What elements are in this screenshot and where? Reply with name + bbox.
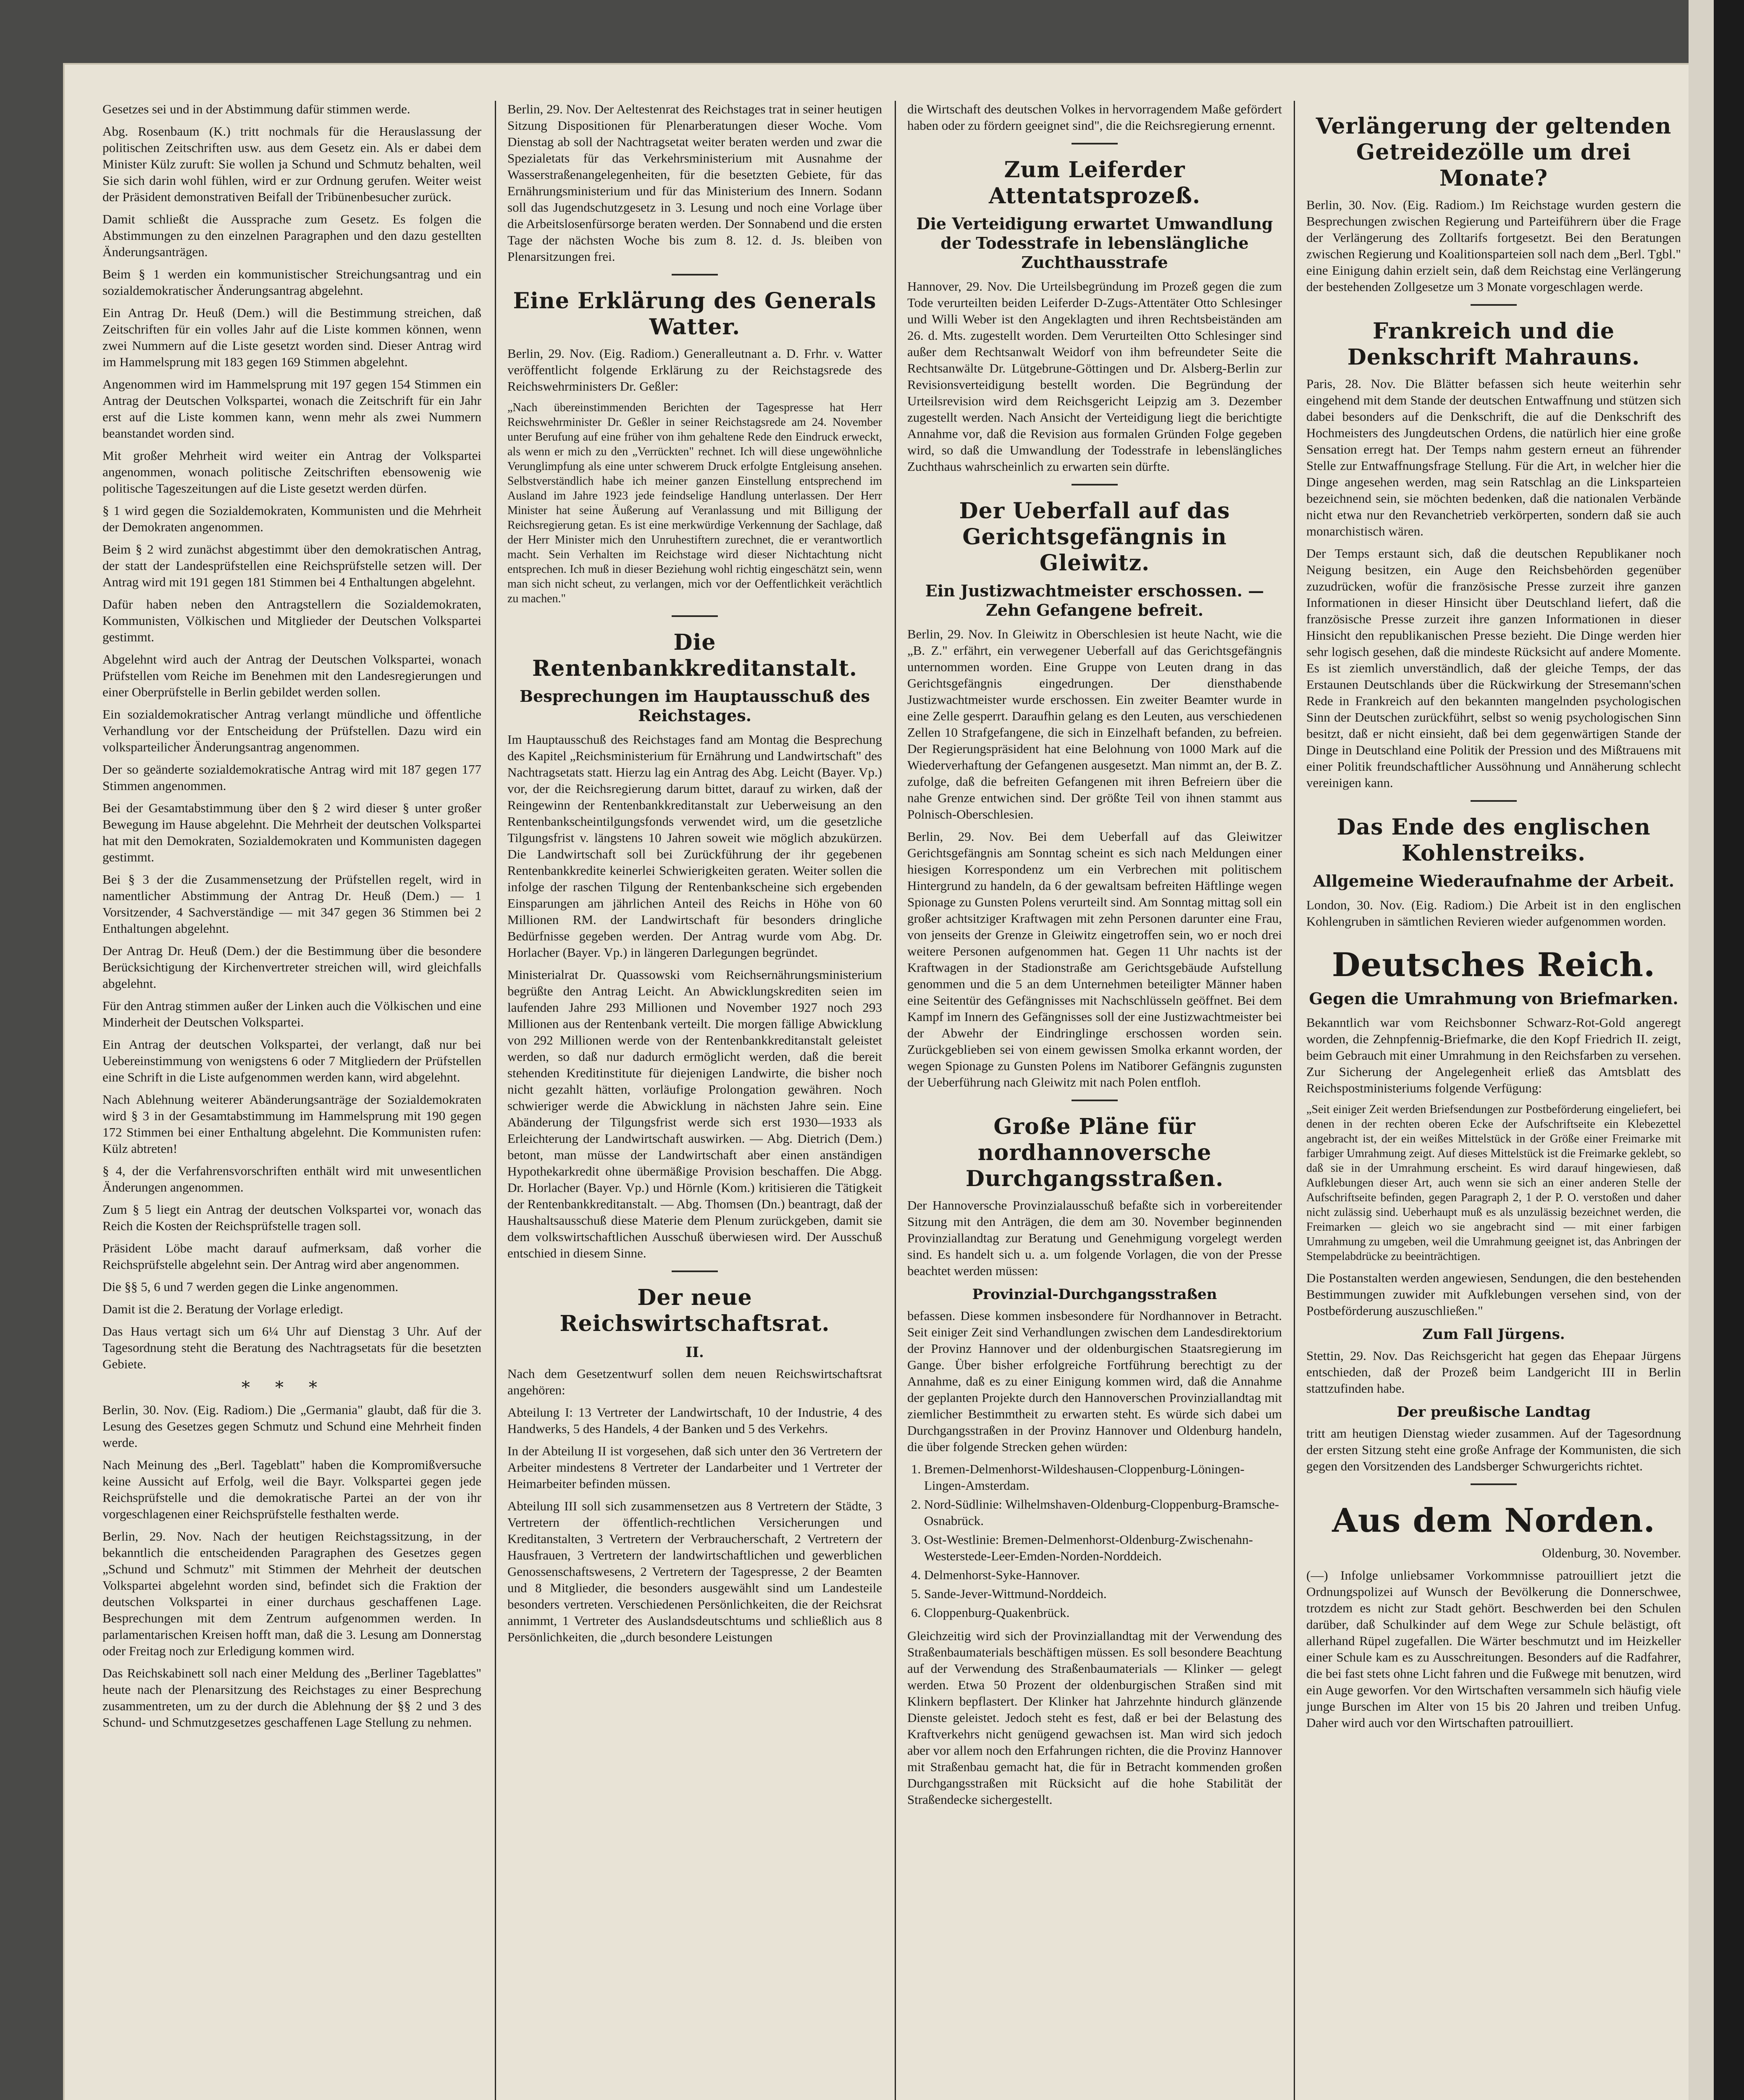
paragraph: Der Temps erstaunt sich, daß die deutschen Republikaner noch Neigung besitzen, ein Auge den Reichsbehörden gegenüber zuzudrücken, wofür die französische Presse zurzeit ihre ganzen Informationen in dieser Hinsicht über Deutschland liefert, daß die französische Presse zurzeit ihre ganzen Informationen in dieser Hinsicht den republikanischen Presse bezieht. Die Dinge werden hier sehr logisch gesehen, daß die mindeste Rücksicht auf andere Momente. Es ist ziemlich unverständlich, daß der gleiche Temps, der das Erstaunen Deutschlands über die Rückwirkung der Stresemann'schen Rede in Frankreich auf den bekannten mangelnden psychologischen Sinn der Deutschen zurückführt, selbst so wenig psychologischen Sinn besitzt, daß er nicht einsieht, daß bei dem gegenwärtigen Stande der Dinge in Deutschland eine Politik der Pression und des Mißtrauens mit einer Politik freundschaftlicher Aussöhnung und Annäherung schlecht vereinigen kann.: [1306, 546, 1681, 790]
column-rule: [1294, 101, 1295, 2100]
paragraph: Stettin, 29. Nov. Das Reichsgericht hat gegen das Ehepaar Jürgens entschieden, daß der Prozeß beim Landgericht III in Berlin stattzufinden habe.: [1306, 1348, 1681, 1396]
paragraph: Angenommen wird im Hammelsprung mit 197 gegen 154 Stimmen ein Antrag der Deutschen Volkspartei, wonach die Zeitschrift für ein Jahr erst auf die Liste kommen kann, wenn mehr als zwei Nummern beanstandet worden sind.: [102, 377, 481, 441]
paragraph: Ein Antrag der deutschen Volkspartei, der verlangt, daß nur bei Uebereinstimmung von wenigstens 6 oder 7 Mitgliedern der Prüfstellen eine Schrift in die Liste aufgenommen werden kann, wird abgelehnt.: [102, 1037, 481, 1084]
paragraph: Abteilung III soll sich zusammensetzen aus 8 Vertretern der Städte, 3 Vertretern der öffentlich-rechtlichen Versicherungen und Kreditanstalten, 3 Vertretern der Verbraucherschaft, 2 Vertretern der Hausfrauen, 3 Vertretern der landwirtschaftlichen und gewerblichen Genossenschaftswesens, 2 Vertretern der Tagespresse, 2 der Beamten und 8 Mitglieder, die besonders ausgewählt sind um Landesteile besonders vertreten. Verschiedenen Persönlichkeiten, die der Reichsrat annimmt, 1 Vertreter des Auslandsdeutschtums und schließlich aus 8 Persönlichkeiten, die „durch besondere Leistungen: [507, 1499, 882, 1644]
paragraph: Damit ist die 2. Beratung der Vorlage erledigt.: [102, 1302, 344, 1316]
divider: [1471, 1483, 1517, 1485]
headline-gleiwitz: Der Ueberfall auf das Gerichtsgefängnis in Gleiwitz.: [959, 498, 1230, 576]
paragraph: § 1 wird gegen die Sozialdemokraten, Kommunisten und die Mehrheit der Demokraten angenommen.: [102, 503, 481, 534]
divider: [1072, 1100, 1118, 1101]
paragraph: Berlin, 29. Nov. (Eig. Radiom.) Generalleutnant a. D. Frhr. v. Watter veröffentlicht folgende Erklärung zu der Reichstagsrede des Reichswehrministers Dr. Geßler:: [507, 346, 882, 394]
headline-rentenbank: Die Rentenbankkreditanstalt.: [532, 630, 857, 681]
divider: [1471, 304, 1517, 306]
paragraph: § 4, der die Verfahrensvorschriften enthält wird mit unwesentlichen Änderungen angenommen.: [102, 1163, 481, 1194]
list-item: 3. Ost-Westlinie: Bremen-Delmenhorst-Oldenburg-Zwischenahn-Westerstede-Leer-Emden-Norden-Norddeich.: [924, 1531, 1282, 1564]
list-item: 5. Sande-Jever-Wittmund-Norddeich.: [924, 1586, 1282, 1602]
paragraph: Der Antrag Dr. Heuß (Dem.) der die Bestimmung über die besondere Berücksichtigung der Kirchenvertreter streichen will, wird gleichfalls abgelehnt.: [102, 943, 481, 991]
paragraph: Gleichzeitig wird sich der Provinziallandtag mit der Verwendung des Straßenbaumaterials beschäftigen müssen. Es soll besondere Beachtung auf der Verwendung des Straßenbaumaterials — Klinker — gelegt werden. Etwa 50 Prozent der oldenburgischen Straßen sind mit Klinkern bepflastert. Der Klinker hat Jahrzehnte hindurch glänzende Dienste geleistet. Jedoch steht es fest, daß er bei der Belastung des Kraftverkehrs nicht genügend gewachsen ist. Man wird sich jedoch aber vor allem noch den Erfahrungen richten, die die Provinz Hannover mit Straßenbau gemacht hat, die für in Betracht kommenden großen Durchgangsstraßen mit Rücksicht auf die hohe Stabilität der Straßendecke sichergestellt.: [907, 1628, 1282, 1807]
column-3: [897, 101, 1292, 2100]
paragraph: Damit schließt die Aussprache zum Gesetz. Es folgen die Abstimmungen zu den einzelnen Paragraphen und den dazu gestellten Änderungsanträgen.: [102, 212, 481, 259]
paragraph: Für den Antrag stimmen außer der Linken auch die Völkischen und eine Minderheit der Deutschen Volkspartei.: [102, 998, 481, 1029]
paragraph: Beim § 1 werden ein kommunistischer Streichungsantrag und ein sozialdemokratischer Änderungsantrag abgelehnt.: [102, 267, 481, 298]
paragraph: Der Hannoversche Provinzialausschuß befaßte sich in vorbereitender Sitzung mit den Anträgen, die dem am 30. November beginnenden Provinziallandtag zur Beratung und Genehmigung vorgelegt werden sind. Es handelt sich u. a. um folgende Vorlagen, die von der Presse beachtet werden müssen:: [907, 1198, 1282, 1278]
divider: [1072, 484, 1118, 486]
subheadline-gleiwitz: Ein Justizwachtmeister erschossen. — Zehn Gefangene befreit.: [925, 581, 1264, 620]
section-heading-deutsches-reich: Deutsches Reich.: [1332, 946, 1656, 984]
column-rule: [495, 101, 496, 2100]
headline-watter: Eine Erklärung des Generals Watter.: [513, 288, 877, 340]
divider: [672, 1270, 718, 1272]
newspaper-page: [63, 63, 1714, 2100]
paragraph: Bei der Gesamtabstimmung über den § 2 wird dieser § unter großer Bewegung im Hause abgelehnt. Die Mehrheit der deutschen Volkspartei hat mit den Demokraten, Sozialdemokraten und Kommunisten dagegen gestimmt.: [102, 801, 481, 864]
paragraph: Das Reichskabinett soll nach einer Meldung des „Berliner Tageblattes" heute nach der Plenarsitzung des Reichstages zu einer Besprechung zusammentreten, um zu der durch die Ablehnung der §§ 2 und 3 des Schund- und Schmutzgesetzes geschaffenen Lage Stellung zu nehmen.: [102, 1666, 481, 1730]
list-item: 6. Cloppenburg-Quakenbrück.: [924, 1604, 1282, 1621]
paragraph: Hannover, 29. Nov. Die Urteilsbegründung im Prozeß gegen die zum Tode verurteilten beiden Leiferder D-Zugs-Attentäter Otto Schlesinger und Willi Weber ist den Angeklagten und ihren Rechtsbeiständen am 26. d. Mts. zugestellt worden. Dem Verurteilten Otto Schlesinger sind außer dem Rechtsanwalt Weidorf von ihm befreundeter Seite die Rechtsanwälte Dr. Lütgebrune-Göttingen und Dr. Alsberg-Berlin zur Revisionsverteidigung bestellt worden. Die Begründung der Urteilsrevision wird dem Reichsgericht Leipzig am 3. Dezember zugestellt werden. Nach Ansicht der Verteidigung liegt die berichtigte Annahme vor, daß die Revision aus formalen Gründen Folge gegeben wird, so daß die Umwandlung der Todesstrafe in lebenslängliches Zuchthaus wahrscheinlich zu erwarten sein dürfte.: [907, 279, 1282, 474]
column-4: [1296, 101, 1691, 2100]
paragraph: Das Haus vertagt sich um 6¼ Uhr auf Dienstag 3 Uhr. Auf der Tagesordnung steht die Beratung des Nachtragsetats für die besetzten Gebiete.: [102, 1324, 481, 1371]
paragraph: „Nach übereinstimmenden Berichten der Tagespresse hat Herr Reichswehrminister Dr. Geßler in seiner Reichstagsrede am 24. November unter Berufung auf eine früher von ihm gehaltene Rede den Eindruck erweckt, als wenn er mich zu den „Verrückten" rechnet. Ich will diese ungewöhnliche Verunglimpfung als eine unter schwerem Druck erfolgte Entgleisung ansehen. Selbstverständlich habe ich meiner ganzen Einstellung entsprechend im Ausland im Jahre 1923 jede feindselige Handlung unterlassen. Der Herr Minister hat seine Äußerung auf Veranlassung und mit Billigung der Reichsregierung getan. Es ist eine merkwürdige Verkennung der Sachlage, daß der Herr Minister mich den Unruhestiftern zurechnet, die er verantwortlich macht. Sein Verhalten im Reichstage wird dieser Nichtachtung nicht entsprechen. Ich muß in dieser Beziehung wohl richtig eingeschätzt sein, wenn man sich nicht scheut, zu verlangen, mich vor der Oeffentlichkeit verächtlich zu machen.": [507, 401, 882, 605]
paragraph: Die §§ 5, 6 und 7 werden gegen die Linke angenommen.: [102, 1279, 399, 1294]
paragraph: (—) Infolge unliebsamer Vorkommnisse patrouilliert jetzt die Ordnungspolizei auf Wunsch der Bevölkerung die Donnerschwee, trotzdem es nicht zur Stadt gehört. Beschwerden bei den Schulen darüber, daß Schulkinder auf dem Wege zur Schule belästigt, oft allerhand Rüpel zugefallen. Die Wärter beschmutzt und im Heizkeller einer Schule kam es zu Ausschreitungen. Besonders auf die Radfahrer, die bei fast stets ohne Licht fahren und die Fußwege mit benutzen, wird ein Auge geworfen. Vor den Wirtschaften versammeln sich häufig viele junge Burschen im Alter von 15 bis 20 Jahren und treiben Unfug. Daher wird auch vor den Wirtschaften patrouilliert.: [1306, 1568, 1681, 1730]
scan-border: [1714, 0, 1744, 2100]
article-intro: Berlin, 29. Nov. Der Aeltestenrat des Reichstages trat in seiner heutigen Sitzung Dispositionen für Plenarberatungen dieser Woche. Vom Dienstag ab soll der Nachtragsetat weiter beraten werden und zwar die Spezialetats für das Verkehrsministerium mit Ausnahme der Wasserstraßenangelegenheiten, für die besetzten Gebiete, für das Ernährungsministerium und für das Ministerium des Innern. Sodann soll das Jugendschutzgesetz in 3. Lesung und noch eine Vorlage über die Arbeitslosenfürsorge beraten werden. Der Sonnabend und die ersten Tage der nächsten Woche bis zum 8. 12. d. Js. bleiben von Plenarsitzungen frei.: [507, 102, 882, 264]
section-heading-aus-dem-norden: Aus dem Norden.: [1332, 1502, 1655, 1540]
paragraph: Berlin, 29. Nov. Bei dem Ueberfall auf das Gleiwitzer Gerichtsgefängnis am Sonntag scheint es sich nach Meldungen einer hiesigen Korrespondenz um ein Verbrechen mit politischem Hintergrund zu handeln, da 6 der gewaltsam befreiten Häftlinge wegen Spionage zu Gunsten Polens verurteilt sind. Am Sonntag mittag soll ein großer achtsitziger Kraftwagen mit zehn Personen darunter eine Frau, von jenseits der Grenze in Gleiwitz eingetroffen sein, wo er noch drei weitere Personen aufgenommen hat. Gegen 11 Uhr nachts ist der Kraftwagen in der Stadionstraße am Gerichtsgebäude Aufstellung genommen und die 5 an dem Unternehmen beteiligter Männer haben eine Seitentür des Gefängnisses mit Nachschlüsseln geöffnet. Bei dem Kampf im Innern des Gefängnisses soll der eine Justizwachtmeister bei der Abwehr der Eindringlinge erschossen worden sein. Zurückgeblieben sei von einem gewissen Smolka erkannt worden, der wegen Spionage zu Gunsten Polens im Natiborer Gefängnis zugunsten der Ueberführung nach Gleiwitz mit nach Polen entfloh.: [907, 829, 1282, 1089]
paragraph: Die Postanstalten werden angewiesen, Sendungen, die den bestehenden Bestimmungen zuwider mit Aufklebungen versehen sind, von der Postbeförderung auszuschließen.": [1306, 1270, 1681, 1318]
col1-body: [102, 101, 481, 1730]
headline-juergens: Zum Fall Jürgens.: [1422, 1326, 1565, 1343]
paragraph: tritt am heutigen Dienstag wieder zusammen. Auf der Tagesordnung der ersten Sitzung steht eine große Anfrage der Kommunisten, die sich gegen den Vorsitzenden des Landsberger Schwurgerichts richtet.: [1306, 1426, 1681, 1473]
paragraph: Präsident Löbe macht darauf aufmerksam, daß vorher die Reichsprüfstelle abgelehnt sein. Der Antrag wird aber angenommen.: [102, 1241, 481, 1272]
list-item: 2. Nord-Südlinie: Wilhelmshaven-Oldenburg-Cloppenburg-Bramsche-Osnabrück.: [924, 1496, 1282, 1529]
subheadline-briefmarken: Gegen die Umrahmung von Briefmarken.: [1309, 989, 1678, 1008]
dateline: Oldenburg, 30. November.: [1542, 1546, 1681, 1560]
divider: [672, 274, 718, 276]
paragraph: Abgelehnt wird auch der Antrag der Deutschen Volkspartei, wonach Prüfstellen vom Reiche im Benehmen mit den Landesregierungen und einer Oberprüfstelle in Berlin gebildet werden sollen.: [102, 652, 481, 699]
article-intro: die Wirtschaft des deutschen Volkes in hervorragendem Maße gefördert haben oder zu fördern geeignet sind", die die Reichsregierung ernennt.: [907, 102, 1282, 133]
headline-leiferde: Zum Leiferder Attentatsprozeß.: [988, 157, 1201, 209]
headline-landtag: Der preußische Landtag: [1397, 1404, 1591, 1420]
subheadline-leiferde: Die Verteidigung erwartet Umwandlung der Todesstrafe in lebenslängliche Zuchthausstrafe: [916, 214, 1273, 272]
paragraph: Zum § 5 liegt ein Antrag der deutschen Volkspartei vor, wonach das Reich die Kosten der Reichsprüfstelle tragen soll.: [102, 1202, 481, 1233]
paragraph: Der so geänderte sozialdemokratische Antrag wird mit 187 gegen 177 Stimmen angenommen.: [102, 762, 481, 793]
paragraph: Berlin, 30. Nov. (Eig. Radiom.) Im Reichstage wurden gestern die Besprechungen zwischen Regierung und Parteiführern über die Frage der Verlängerung des Zolltarifs fortgesetzt. Bei den Beratungen zwischen Regierung und Koalitionsparteien soll nach dem „Berl. Tgbl." eine Einigung dahin erzielt sein, daß dem Reichstag eine Verlängerung der bestehenden Zollgesetze um 3 Monate vorgeschlagen werde.: [1306, 197, 1681, 294]
paragraph: London, 30. Nov. (Eig. Radiom.) Die Arbeit ist in den englischen Kohlengruben in sämtlichen Revieren wieder aufgenommen worden.: [1306, 898, 1681, 929]
paragraph: Berlin, 30. Nov. (Eig. Radiom.) Die „Germania" glaubt, daß für die 3. Lesung des Gesetzes gegen Schmutz und Schund eine Mehrheit finden werde.: [102, 1402, 481, 1450]
divider: [1072, 143, 1118, 144]
paragraph: Beim § 2 wird zunächst abgestimmt über den demokratischen Antrag, der statt der Landesprüfstellen eine Reichsprüfstelle setzen will. Der Antrag wird mit 191 gegen 181 Stimmen bei 4 Enthaltungen abgelehnt.: [102, 542, 481, 589]
paragraph: Bekanntlich war vom Reichsbonner Schwarz-Rot-Gold angeregt worden, die Zehnpfennig-Briefmarke, die den Kopf Friedrich II. zeigt, beim Gebrauch mit einer Umrahmung in den Reichsfarben zu versehen. Zur Sicherung der Angelegenheit erließ das Amtsblatt des Reichspostministeriums folgende Verfügung:: [1306, 1015, 1681, 1095]
headline-zoelle: Verlängerung der geltenden Getreidezölle um drei Monate?: [1316, 113, 1672, 191]
paragraph: Mit großer Mehrheit wird weiter ein Antrag der Volkspartei angenommen, wonach politische Zeitschriften ebensowenig wie politische Tageszeitungen auf die Liste gesetzt werden dürfen.: [102, 448, 481, 496]
paragraph: Im Hauptausschuß des Reichstages fand am Montag die Besprechung des Kapitel „Reichsministerium für Ernährung und Landwirtschaft" des Nachtragsetats statt. Hierzu lag ein Antrag des Abg. Leicht (Bayer. Vp.) vor, der die Reichsregierung darum bittet, darauf zu wirken, daß der Reingewinn der Rentenbankkreditanstalt zur Ueberweisung an den Rentenbankscheintilgungsfonds verwendet wird, um die gesetzliche Tilgungsfrist v. längstens 10 Jahren soweit wie möglich abzukürzen. Die Landwirtschaft soll bei Zurückführung der ihr gegebenen Rentenbankkredite keinerlei Schwierigkeiten geraten. Weiter sollen die infolge der raschen Tilgung der Rentenbankscheine sich ergebenden Einsparungen am jährlichen Anteil des Reichs in Höhe von 60 Millionen RM. der Landwirtschaft für besonders dringliche Bedürfnisse gegeben werden. Der Antrag wurde vom Abg. Dr. Horlacher (Bayer. Vp.) in längeren Darlegungen begründet.: [507, 732, 882, 960]
divider: [1471, 800, 1517, 802]
subheadline-kohlenstreik: Allgemeine Wiederaufnahme der Arbeit.: [1313, 872, 1674, 890]
paragraph: Paris, 28. Nov. Die Blätter befassen sich heute weiterhin sehr eingehend mit dem Stande der deutschen Entwaffnung und stützen sich dabei besonders auf die Denkschrift, die auf die Denkschrift des Hochmeisters des Jungdeutschen Ordens, die natürlich hier eine große Sensation erregt hat. Der Temps nahm gestern erneut an führender Stelle zur Entwaffnungsfrage Stellung. Für die Art, in welcher hier die Dinge angesehen werden, mag sein Ratschlag an die Linksparteien bezeichnend sein, sie möchten bedenken, daß die nationalen Verbände nicht etwa nur den Revanchetrieb verkörperten, sondern daß sie auch monarchistisch wären.: [1306, 376, 1681, 538]
paragraph: Ein Antrag Dr. Heuß (Dem.) will die Bestimmung streichen, daß Zeitschriften für ein volles Jahr auf die Liste kommen können, wenn zwei Nummern auf die Liste gesetzt worden sind. Dieser Antrag wird im Hammelsprung mit 183 gegen 169 Stimmen abgelehnt.: [102, 305, 481, 369]
paragraph: Dafür haben neben den Antragstellern die Sozialdemokraten, Kommunisten, Völkischen und Mitglieder der Deutschen Volkspartei gestimmt.: [102, 597, 481, 644]
route-list: [907, 1461, 1282, 1621]
paragraph: Gesetzes sei und in der Abstimmung dafür stimmen werde.: [102, 102, 410, 116]
list-item: 4. Delmenhorst-Syke-Hannover.: [924, 1567, 1282, 1583]
paragraph: Nach Ablehnung weiterer Abänderungsanträge der Sozialdemokraten wird § 3 in der Gesamtabstimmung im Hammelsprung mit 190 gegen 172 Stimmen bei einer Enthaltung abgelehnt. Die Kommunisten rufen: Külz abtreten!: [102, 1092, 481, 1156]
paragraph: In der Abteilung II ist vorgesehen, daß sich unter den 36 Vertretern der Arbeiter mindestens 8 Vertreter der Landarbeiter und 1 Vertreter der Heimarbeiter befinden müssen.: [507, 1444, 882, 1491]
column-rule: [895, 101, 896, 2100]
subheadline-provinzial: Provinzial-Durchgangsstraßen: [972, 1286, 1217, 1303]
paragraph: Nach dem Gesetzentwurf sollen dem neuen Reichswirtschaftsrat angehören:: [507, 1366, 882, 1397]
paragraph: Bei § 3 der die Zusammensetzung der Prüfstellen regelt, wird in namentlicher Abstimmung der Antrag Dr. Heuß (Dem.) — 1 Vorsitzender, 4 Sachverständige — mit 347 gegen 36 Stimmen bei 2 Enthaltungen abgelehnt.: [102, 872, 481, 936]
headline-wirtschaftsrat: Der neue Reichswirtschaftsrat.: [559, 1285, 830, 1336]
paragraph: Abteilung I: 13 Vertreter der Landwirtschaft, 10 der Industrie, 4 des Handwerks, 5 des Handels, 4 der Banken und 5 des Verkehrs.: [507, 1405, 882, 1436]
page-edge: [1689, 0, 1714, 2100]
paragraph: Ein sozialdemokratischer Antrag verlangt mündliche und öffentliche Verhandlung vor der Entscheidung der Prüfstellen. Dazu wird ein volksparteilicher Änderungsantrag angenommen.: [102, 707, 481, 754]
subheadline-rentenbank: Besprechungen im Hauptausschuß des Reichstages.: [520, 687, 870, 725]
column-1: [92, 101, 491, 2100]
section-stars-divider: ***: [242, 1378, 342, 1397]
paragraph: Ministerialrat Dr. Quassowski vom Reichsernährungsministerium begrüßte den Antrag Leicht. An Abwicklungskrediten seien im laufenden Jahre 293 Millionen und November 1927 noch 293 Millionen aus der Rentenbank verteilt. Die morgen fällige Abwicklung von 292 Millionen werde von der Rentenbankkreditanstalt geleistet werden, so daß nur dadurch ermöglicht werden, daß die bereit stehenden Kreditinstitute für diejenigen Landwirte, die bisher noch nicht gezahlt hätten, vorläufige Prolongation gewähren. Noch schwieriger werde die Abwicklung in nächsten Jahre sein. Eine Abänderung der Tilgungsfrist werde sich erst 1930—1933 als Erleichterung der Landwirtschaft auswirken. — Abg. Dietrich (Dem.) betont, man müsse der Landwirtschaft aber einen anständigen Hypothekarkredit ohne übermäßige Provision beschaffen. Die Abgg. Dr. Horlacher (Bayer. Vp.) und Hörnle (Kom.) kritisieren die Tätigkeit der Rentenbankkreditanstalt. — Abg. Thomsen (Dn.) beantragt, daß der Haushaltsausschuß diese Materie dem Plenum zurückgeben, damit sie dem volkswirtschaftlichen Ausschuß überwiesen wird. Der Ausschuß entschied in diesem Sinne.: [507, 967, 882, 1260]
headline-kohlenstreik: Das Ende des englischen Kohlenstreiks.: [1337, 814, 1651, 866]
list-item: 1. Bremen-Delmenhorst-Wildeshausen-Cloppenburg-Löningen-Lingen-Amsterdam.: [924, 1461, 1282, 1494]
subheadline-wirtschaftsrat: II.: [686, 1344, 704, 1361]
divider: [672, 615, 718, 617]
headline-frankreich: Frankreich und die Denkschrift Mahrauns.: [1347, 318, 1640, 370]
paragraph: Nach Meinung des „Berl. Tageblatt" haben die Kompromißversuche keine Aussicht auf Erfolg, weil die Bayr. Volkspartei gegen jede Reichsprüfstelle und die demokratische Partei an der von ihr vorgeschlagenen einer Reichsprüfstelle festhalten werde.: [102, 1457, 481, 1521]
paragraph: Abg. Rosenbaum (K.) tritt nochmals für die Herauslassung der politischen Zeitschriften usw. aus dem Gesetz ein. Als er dabei dem Minister Külz zuruft: Sie wollen ja Schund und Schmutz behalten, weil Sie sich darin wohl fühlen, wird er zur Ordnung gerufen. Weiter weist der Präsident demonstrativen Beifall der Tribünenbesucher zurück.: [102, 124, 481, 204]
paragraph: „Seit einiger Zeit werden Briefsendungen zur Postbeförderung eingeliefert, bei denen in der rechten oberen Ecke der Aufschriftseite ein Klebezettel angebracht ist, der ein weißes Mittelstück in der Größe einer Freimarke mit farbiger Umrahmung zeigt. Auf dieses Mittelstück ist die Freimarke geklebt, so daß sie in der Umrahmung erscheint. Es wird darauf hingewiesen, daß Aufklebungen dieser Art, auch wenn sie sich an einer anderen Stelle der Aufschriftseite befinden, gegen Paragraph 2, 1 der P. O. verstoßen und daher nicht zulässig sind. Ueberhaupt muß es als unzulässig bezeichnet werden, die Freimarken — gleich wo sie angebracht sind — mit einer farbigen Umrahmung zu umgeben, weil die Umrahmung geeignet ist, das Anbringen der Stempelabdrücke zu beeinträchtigen.: [1306, 1103, 1681, 1263]
paragraph: Berlin, 29. Nov. In Gleiwitz in Oberschlesien ist heute Nacht, wie die „B. Z." erfährt, ein verwegener Ueberfall auf das Gerichtsgefängnis unternommen worden. Eine Gruppe von Leuten drang in das Gerichtsgefängnis eingedrungen. Der diensthabende Justizwachtmeister wurde erschossen. Ein zweiter Beamter wurde in eine Zelle gesperrt. Daraufhin gelang es den Leuten, aus verschiedenen Zellen 10 Strafgefangene, die sich in Einzelhaft befanden, zu befreien. Der Regierungspräsident hat eine Belohnung von 1000 Mark auf die Wiederverhaftung der Gefangenen ausgesetzt. Man nimmt an, der B. Z. zufolge, daß die befreiten Gefangenen mit ihren Befreiern über die nahe Grenze entwichen sind. Der größte Teil von ihnen stammt aus Polnisch-Oberschlesien.: [907, 627, 1282, 822]
paragraph: befassen. Diese kommen insbesondere für Nordhannover in Betracht. Seit einiger Zeit sind Verhandlungen zwischen dem Landesdirektorium der Provinz Hannover und der oldenburgischen Staatsregierung im Gange. Über bisher erfolgreiche Fortführung berechtigt zu der Annahme, daß es zu einer Einigung kommen wird, daß die Annahme der geplanten Projekte durch den Hannoverschen Provinziallandtag mit ziemlicher Bestimmtheit zu erwarten steht. Es würde sich dabei um Durchgangsstraßen in der Provinz Hannover und Oldenburg handeln, die über folgende Strecken gehen würden:: [907, 1308, 1282, 1454]
headline-hannover: Große Pläne für nordhannoversche Durchgangsstraßen.: [965, 1114, 1224, 1192]
paragraph: Berlin, 29. Nov. Nach der heutigen Reichstagssitzung, in der bekanntlich die entscheidenden Paragraphen des Gesetzes gegen „Schund und Schmutz" mit Stimmen der Mehrheit der deutschen Volkspartei abgelehnt worden sind, befindet sich die Fraktion der deutschen Volkspartei in einer durchaus geschaffenen Lage. Besprechungen mit dem Zentrum aufgenommen werden. In parlamentarischen Kreisen hofft man, daß die 3. Lesung am Donnerstag oder Freitag noch zur Erledigung kommen wird.: [102, 1529, 481, 1658]
column-2: [497, 101, 892, 2100]
